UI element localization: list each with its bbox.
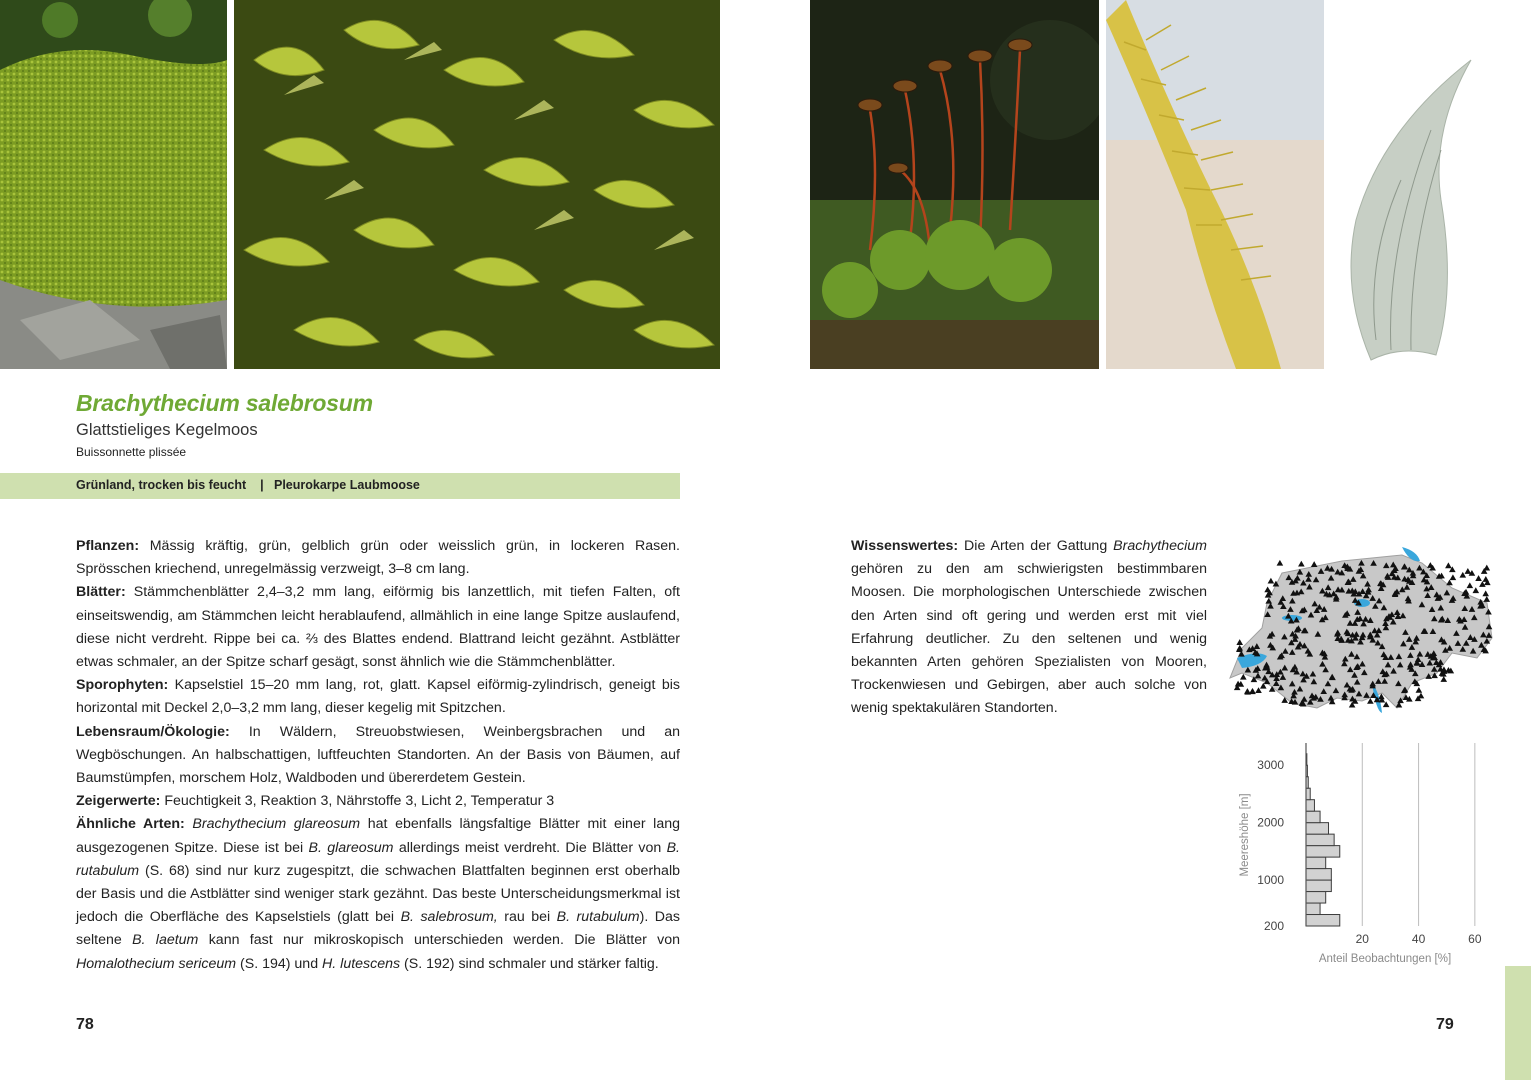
chart-bar bbox=[1306, 811, 1320, 822]
para-zeigerwerte bbox=[76, 790, 680, 813]
chapter-thumb-tab bbox=[1505, 966, 1531, 1080]
chart-bar bbox=[1306, 788, 1310, 799]
chart-ylabel: Meereshöhe [m] bbox=[1239, 793, 1251, 877]
label-zeigerwerte: Zeigerwerte: bbox=[76, 793, 161, 810]
chart-gridlines bbox=[1362, 743, 1475, 926]
chart-y-tick-label: 1000 bbox=[1257, 873, 1284, 888]
photo-sporophytes bbox=[810, 0, 1099, 369]
label-aehnliche-arten: Ähnliche Arten: bbox=[76, 816, 185, 833]
text-pflanzen: Mässig kräftig, grün, gelblich grün oder weisslich grün, in lockeren Rasen. Sprösschen kriechend, unregelmässig verzweigt, 3–8 cm lang. bbox=[76, 538, 680, 578]
chart-tick-labels bbox=[1257, 758, 1482, 946]
distribution-map bbox=[1222, 533, 1508, 730]
chart-x-tick-label: 60 bbox=[1468, 932, 1482, 946]
label-lebensraum: Lebensraum/Ökologie: bbox=[76, 723, 230, 740]
wissenswertes-text bbox=[851, 535, 1207, 721]
genus-ref: Brachythecium bbox=[1113, 538, 1207, 554]
photo-moss-shoots-closeup bbox=[234, 0, 720, 369]
habitat-label: Grünland, trocken bis feucht bbox=[76, 478, 247, 492]
chart-y-tick-label: 3000 bbox=[1257, 758, 1284, 773]
description-text bbox=[76, 535, 680, 976]
species-ref: Homalothecium sericeum bbox=[76, 955, 237, 972]
chart-bar bbox=[1306, 869, 1331, 880]
chart-bar bbox=[1306, 800, 1314, 811]
para-lebensraum bbox=[76, 721, 680, 791]
text-fragment: (S. 192) sind schmaler und stärker faltig. bbox=[400, 955, 659, 972]
chart-xlabel: Anteil Beobachtungen [%] bbox=[1318, 953, 1452, 965]
para-aehnliche-arten bbox=[76, 813, 680, 975]
label-sporophyten: Sporophyten: bbox=[76, 677, 169, 694]
chart-y-tick-label: 200 bbox=[1263, 919, 1284, 933]
label-pflanzen: Pflanzen: bbox=[76, 538, 140, 554]
text-fragment: kann fast nur mikroskopisch unterschieden werden. Die Blätter von bbox=[198, 932, 681, 949]
text-blaetter: Stämmchenblätter 2,4–3,2 mm lang, eiförmig bis lanzettlich, mit tiefen Falten, oft einseitswendig, am Stämmchen leicht herablaufend, allmählich in eine lange Spitze auslaufend, diese nicht verdreht. Rippe bei ca. ⅔ des Blattes endend. Blattrand leicht gezähnt. Astblätter etwas schmaler, an der Spitze scharf gesägt, sonst ähnlich wie die Stämmchenblätter. bbox=[76, 584, 680, 671]
habitat-bar-text bbox=[76, 478, 420, 492]
para-sporophyten bbox=[76, 674, 680, 720]
chart-x-tick-label: 40 bbox=[1411, 932, 1426, 946]
para-pflanzen bbox=[76, 535, 680, 581]
text-fragment: gehören zu den am schwierigsten bestimmbaren Moosen. Die morphologischen Unterschiede zwischen den Arten sind oft gering und werden erst mit viel Erfahrung deutlicher. Zu den seltenen und wenig bekannten Arten gehören Spezialisten von Mooren, Trockenwiesen und Gebirgen, aber auch solche von wenig spektakulären Standorten. bbox=[851, 561, 1207, 717]
species-common-name-de: Glattstieliges Kegelmoos bbox=[76, 421, 258, 439]
chart-x-tick-label: 20 bbox=[1355, 932, 1369, 946]
species-ref: B. glareosum bbox=[308, 839, 394, 856]
altitude-chart bbox=[1228, 738, 1508, 970]
species-ref: Brachythecium glareosum bbox=[192, 816, 361, 833]
text-zeigerwerte: Feuchtigkeit 3, Reaktion 3, Nährstoffe 3, Licht 2, Temperatur 3 bbox=[160, 793, 555, 810]
species-ref: B. rutabulum bbox=[556, 909, 640, 926]
habitat-separator: | bbox=[260, 478, 264, 492]
species-ref: H. lutescens bbox=[322, 955, 401, 972]
text-fragment: rau bei bbox=[497, 909, 557, 926]
photo-leaf-micrograph bbox=[1331, 50, 1481, 370]
photo-moss-on-rock bbox=[0, 0, 227, 369]
page-number-right: 79 bbox=[1436, 1016, 1454, 1033]
species-scientific-name: Brachythecium salebrosum bbox=[76, 390, 373, 416]
text-fragment: allerdings meist verdreht. Die Blätter von bbox=[393, 839, 667, 856]
chart-y-tick-label: 2000 bbox=[1257, 815, 1284, 830]
page-number-left: 78 bbox=[76, 1016, 94, 1033]
text-fragment: Die Arten der Gattung bbox=[958, 538, 1114, 554]
label-blaetter: Blätter: bbox=[76, 584, 126, 601]
chart-bar bbox=[1306, 846, 1340, 857]
para-blaetter bbox=[76, 581, 680, 674]
label-wissenswertes: Wissenswertes: bbox=[851, 538, 959, 554]
species-ref: B. rutabulum bbox=[76, 839, 680, 879]
para-wissenswertes bbox=[851, 535, 1207, 721]
chart-bar bbox=[1306, 880, 1331, 891]
species-ref: B. salebrosum, bbox=[400, 909, 498, 926]
text-fragment: (S. 194) und bbox=[236, 955, 323, 972]
text-lebensraum: In Wäldern, Streuobstwiesen, Weinbergsbrachen und an Wegböschungen. An halbschattigen, luftfeuchten Standorten. An der Basis von Bäumen, auf Baumstümpfen, morschem Holz, Waldboden und übererdetem Gestein. bbox=[76, 723, 680, 787]
photo-shoot-microscope bbox=[1106, 0, 1324, 369]
chart-bar bbox=[1306, 903, 1320, 914]
chart-bar bbox=[1306, 834, 1334, 845]
species-common-name-fr: Buissonnette plissée bbox=[76, 445, 187, 459]
chart-bar bbox=[1306, 915, 1340, 926]
text-fragment: hat ebenfalls längsfaltige Blätter mit einer lang ausgezogenen Spitze. Diese ist bei bbox=[76, 816, 681, 856]
group-label: Pleurokarpe Laubmoose bbox=[274, 478, 420, 492]
chart-bar bbox=[1306, 892, 1326, 903]
text-fragment: (S. 68) sind nur kurz zugespitzt, die schwachen Blattfalten beginnen erst oberhalb der Basis und die Astblätter sind weniger stark gezähnt. Das beste Unterscheidungsmerkmal ist jedoch die Oberfläche des Kapselstiels (glatt bei bbox=[76, 862, 680, 926]
text-sporophyten: Kapselstiel 15–20 mm lang, rot, glatt. Kapsel eiförmig-zylindrisch, geneigt bis horizontal mit Deckel 2,0–3,2 mm lang, dieser kegelig mit Spitzchen. bbox=[76, 677, 680, 717]
species-ref: B. laetum bbox=[132, 932, 199, 949]
chart-bars bbox=[1306, 754, 1340, 926]
chart-bar bbox=[1306, 823, 1329, 834]
text-fragment: ). Das seltene bbox=[76, 909, 681, 949]
chart-bar bbox=[1306, 857, 1326, 868]
